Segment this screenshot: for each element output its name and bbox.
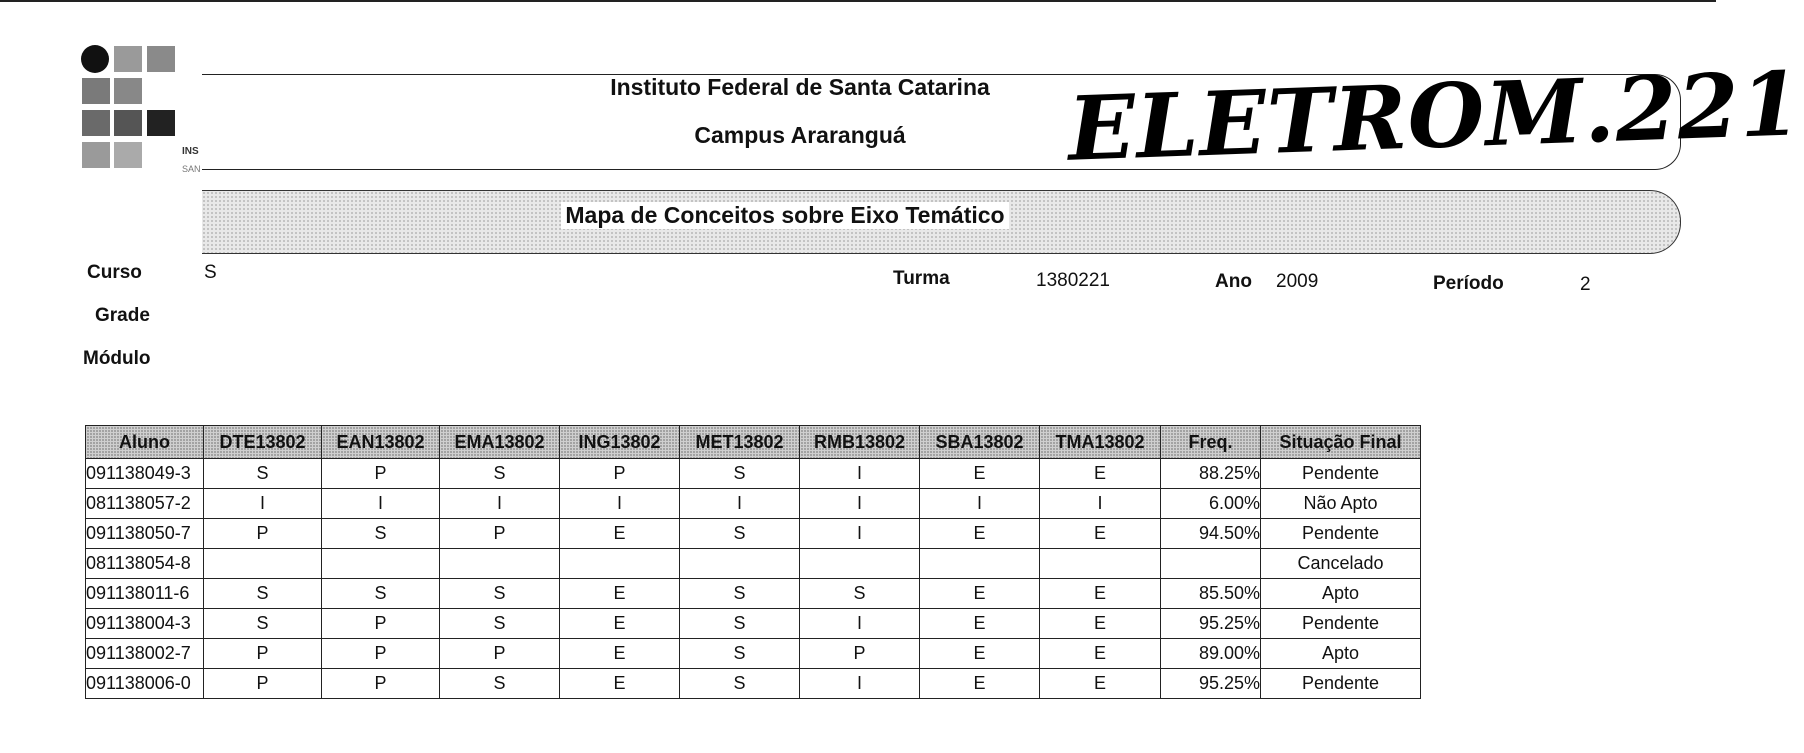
situacao-cell: Apto — [1261, 639, 1421, 669]
grade-cell-dte: S — [204, 459, 322, 489]
aluno-cell: 081138054-8 — [86, 549, 204, 579]
grade-cell-rmb — [800, 549, 920, 579]
grades-table-body — [86, 459, 1421, 699]
logo-text-secondary: SAN — [182, 164, 201, 174]
freq-cell: 95.25% — [1161, 609, 1261, 639]
grade-cell-ema: S — [440, 459, 560, 489]
grade-cell-ema: S — [440, 579, 560, 609]
freq-cell: 89.00% — [1161, 639, 1261, 669]
grade-cell-rmb: I — [800, 669, 920, 699]
grade-cell-ema: P — [440, 639, 560, 669]
grade-cell-ing: E — [560, 669, 680, 699]
grade-cell-ean: S — [322, 519, 440, 549]
aluno-cell: 091138049-3 — [86, 459, 204, 489]
grade-cell-tma: E — [1040, 639, 1161, 669]
grade-cell-met: I — [680, 489, 800, 519]
grade-cell-tma: I — [1040, 489, 1161, 519]
grade-cell-sba: E — [920, 609, 1040, 639]
header-ean13802: EAN13802 — [322, 426, 440, 459]
grade-cell-dte: I — [204, 489, 322, 519]
table-row — [86, 609, 1421, 639]
periodo-label: Período — [1433, 273, 1504, 294]
table-row — [86, 519, 1421, 549]
grade-cell-rmb: I — [800, 489, 920, 519]
table-row — [86, 549, 1421, 579]
grade-cell-dte: P — [204, 519, 322, 549]
grade-cell-met: S — [680, 579, 800, 609]
grade-cell-ean: P — [322, 459, 440, 489]
logo-text: INS — [182, 146, 199, 157]
grade-cell-sba — [920, 549, 1040, 579]
grade-cell-met: S — [680, 669, 800, 699]
freq-cell: 95.25% — [1161, 669, 1261, 699]
grade-cell-dte: S — [204, 609, 322, 639]
grade-cell-ean: P — [322, 669, 440, 699]
grade-cell-ean: P — [322, 639, 440, 669]
grade-label: Grade — [95, 305, 150, 326]
header-freq: Freq. — [1161, 426, 1261, 459]
modulo-label: Módulo — [83, 348, 151, 369]
document-title — [470, 202, 1100, 229]
grade-cell-met: S — [680, 459, 800, 489]
header-rmb13802: RMB13802 — [800, 426, 920, 459]
grades-table — [85, 425, 1421, 699]
aluno-cell: 091138011-6 — [86, 579, 204, 609]
aluno-cell: 091138050-7 — [86, 519, 204, 549]
grade-cell-rmb: I — [800, 519, 920, 549]
grade-cell-met: S — [680, 519, 800, 549]
grade-cell-ing: E — [560, 609, 680, 639]
grade-cell-dte: S — [204, 579, 322, 609]
grade-cell-ema: P — [440, 519, 560, 549]
grade-cell-rmb: I — [800, 609, 920, 639]
grade-cell-sba: I — [920, 489, 1040, 519]
aluno-cell: 081138057-2 — [86, 489, 204, 519]
curso-value: S — [204, 262, 217, 283]
grade-cell-ema: I — [440, 489, 560, 519]
situacao-cell: Cancelado — [1261, 549, 1421, 579]
grade-cell-dte: P — [204, 669, 322, 699]
handwritten-note: ELETROM.221 — [1066, 51, 1804, 181]
header-ing13802: ING13802 — [560, 426, 680, 459]
situacao-cell: Não Apto — [1261, 489, 1421, 519]
grade-cell-tma: E — [1040, 519, 1161, 549]
grade-cell-tma — [1040, 549, 1161, 579]
header-dte13802: DTE13802 — [204, 426, 322, 459]
header-ema13802: EMA13802 — [440, 426, 560, 459]
situacao-cell: Pendente — [1261, 519, 1421, 549]
grade-cell-ema: S — [440, 669, 560, 699]
aluno-cell: 091138006-0 — [86, 669, 204, 699]
freq-cell: 88.25% — [1161, 459, 1261, 489]
aluno-cell: 091138002-7 — [86, 639, 204, 669]
turma-value: 1380221 — [1036, 270, 1110, 291]
situacao-cell: Apto — [1261, 579, 1421, 609]
grade-cell-rmb: P — [800, 639, 920, 669]
header-met13802: MET13802 — [680, 426, 800, 459]
grade-cell-ema — [440, 549, 560, 579]
situacao-cell: Pendente — [1261, 609, 1421, 639]
institution-name: Instituto Federal de Santa Catarina — [610, 74, 990, 100]
table-row — [86, 639, 1421, 669]
situacao-cell: Pendente — [1261, 669, 1421, 699]
campus-name: Campus Araranguá — [694, 122, 906, 148]
grade-cell-sba: E — [920, 669, 1040, 699]
header-situacao-final: Situação Final — [1261, 426, 1421, 459]
header-aluno: Aluno — [86, 426, 204, 459]
document-title-text: Mapa de Conceitos sobre Eixo Temático — [561, 202, 1008, 229]
situacao-cell: Pendente — [1261, 459, 1421, 489]
header-sba13802: SBA13802 — [920, 426, 1040, 459]
grade-cell-sba: E — [920, 639, 1040, 669]
grade-cell-rmb: S — [800, 579, 920, 609]
turma-label: Turma — [893, 268, 950, 289]
grade-cell-ing: E — [560, 519, 680, 549]
grade-cell-dte — [204, 549, 322, 579]
grade-cell-ean: I — [322, 489, 440, 519]
grade-cell-ing: E — [560, 579, 680, 609]
grade-cell-met: S — [680, 639, 800, 669]
grade-cell-sba: E — [920, 459, 1040, 489]
grade-cell-ing: E — [560, 639, 680, 669]
grade-cell-tma: E — [1040, 669, 1161, 699]
ano-value: 2009 — [1276, 271, 1319, 292]
grade-cell-sba: E — [920, 519, 1040, 549]
freq-cell: 6.00% — [1161, 489, 1261, 519]
grade-cell-rmb: I — [800, 459, 920, 489]
ano-label: Ano — [1215, 271, 1252, 292]
periodo-value: 2 — [1580, 274, 1591, 295]
table-row — [86, 669, 1421, 699]
freq-cell: 85.50% — [1161, 579, 1261, 609]
table-row — [86, 579, 1421, 609]
grade-cell-tma: E — [1040, 609, 1161, 639]
header-tma13802: TMA13802 — [1040, 426, 1161, 459]
grade-cell-ean: P — [322, 609, 440, 639]
curso-label: Curso — [87, 262, 142, 283]
table-row — [86, 459, 1421, 489]
grade-cell-dte: P — [204, 639, 322, 669]
freq-cell — [1161, 549, 1261, 579]
table-header-row — [86, 426, 1421, 459]
grade-cell-ean: S — [322, 579, 440, 609]
freq-cell: 94.50% — [1161, 519, 1261, 549]
grade-cell-met — [680, 549, 800, 579]
aluno-cell: 091138004-3 — [86, 609, 204, 639]
institution-logo-icon — [80, 44, 180, 184]
grade-cell-ean — [322, 549, 440, 579]
grade-cell-tma: E — [1040, 579, 1161, 609]
grade-cell-ing: I — [560, 489, 680, 519]
grade-cell-tma: E — [1040, 459, 1161, 489]
grade-cell-sba: E — [920, 579, 1040, 609]
top-border-line — [0, 0, 1716, 2]
grade-cell-ing — [560, 549, 680, 579]
grade-cell-ing: P — [560, 459, 680, 489]
grade-cell-met: S — [680, 609, 800, 639]
grade-cell-ema: S — [440, 609, 560, 639]
table-row — [86, 489, 1421, 519]
